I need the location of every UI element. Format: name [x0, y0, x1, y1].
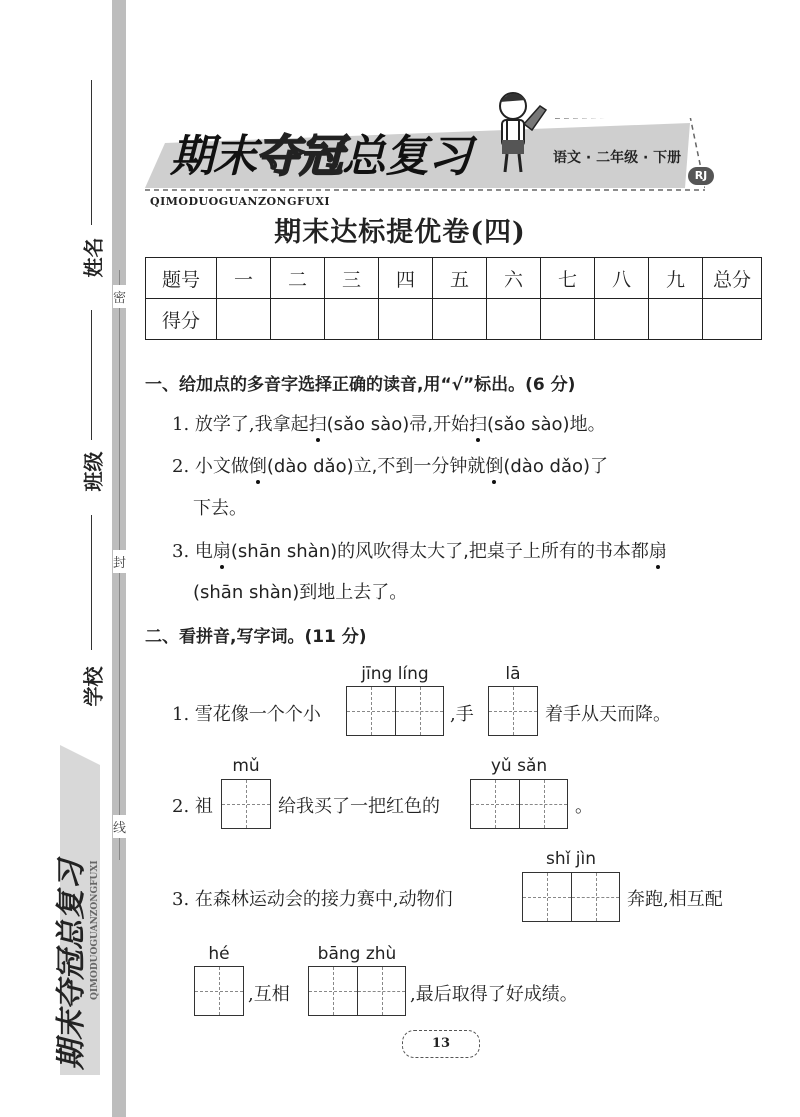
dotted-char: 倒 — [485, 456, 504, 477]
section1-heading: 一、给加点的多音字选择正确的读音,用“√”标出。(6 分) — [145, 375, 576, 395]
s2-q2-text-a: 2. 祖 — [172, 796, 213, 817]
score-row-label: 得分 — [146, 299, 217, 340]
page-number: 13 — [402, 1030, 480, 1058]
s2-q2-text-c: 。 — [575, 796, 593, 817]
seal-char-feng: 封 — [113, 550, 126, 573]
pinyin-prompt: mǔ — [232, 756, 260, 776]
subject-label: 语文 · 二年级 · 下册 — [553, 150, 682, 166]
section2-heading: 二、看拼音,写字词。(11 分) — [145, 627, 367, 647]
q-text[interactable]: (dào dǎo)了 — [503, 456, 609, 477]
s2-q3-text-a: 3. 在森林运动会的接力赛中,动物们 — [172, 889, 453, 910]
score-header-row — [146, 258, 762, 299]
paper-title: 期末达标提优卷(四) — [274, 217, 526, 248]
score-table — [145, 257, 762, 340]
s1-question-1 — [172, 410, 606, 436]
q-text: 2. 小文做 — [172, 456, 249, 477]
brand-hollow: 夺冠 — [256, 131, 342, 182]
q-text[interactable]: (dào dǎo)立,不到一分钟就 — [266, 456, 486, 477]
class-line — [91, 310, 92, 440]
school-line — [91, 515, 92, 650]
s2-q3-text-d: ,最后取得了好成绩。 — [410, 984, 578, 1005]
score-cell[interactable] — [325, 299, 379, 340]
score-header-cell: 一 — [217, 258, 271, 299]
q-text[interactable]: (sǎo sào)帚,开始 — [326, 414, 469, 435]
dotted-char: 扇 — [648, 541, 667, 562]
name-line — [91, 80, 92, 225]
pinyin-prompt: hé — [208, 944, 230, 964]
score-cell[interactable] — [271, 299, 325, 340]
pinyin-prompt: lā — [505, 664, 521, 684]
tianzige-box[interactable] — [488, 686, 538, 736]
tianzige-box[interactable] — [221, 779, 271, 829]
class-label: 班级 — [81, 451, 106, 492]
s2-q1-text-a: 1. 雪花像一个个小 — [172, 704, 321, 725]
tianzige-box[interactable] — [346, 686, 444, 736]
dotted-char: 扫 — [468, 414, 487, 435]
score-header-cell: 九 — [649, 258, 703, 299]
brand-title — [170, 120, 471, 184]
seal-char-xian: 线 — [113, 815, 126, 838]
tianzige-box[interactable] — [522, 872, 620, 922]
s2-q1-text-c: 着手从天而降。 — [545, 704, 671, 725]
name-label: 姓名 — [81, 237, 106, 278]
score-cell[interactable] — [541, 299, 595, 340]
s1-question-3-cont[interactable]: (shān shàn)到地上去了。 — [193, 582, 408, 603]
school-label: 学校 — [81, 666, 106, 707]
score-cell[interactable] — [595, 299, 649, 340]
score-header-cell: 五 — [433, 258, 487, 299]
brand-suffix: 总复习 — [342, 131, 471, 182]
edition-badge: RJ — [688, 167, 714, 185]
dotted-char: 倒 — [248, 456, 267, 477]
q-text: 1. 放学了,我拿起 — [172, 414, 309, 435]
score-header-cell: 三 — [325, 258, 379, 299]
s1-question-2-cont: 下去。 — [193, 498, 247, 519]
score-header-cell: 六 — [487, 258, 541, 299]
score-header-cell: 七 — [541, 258, 595, 299]
pinyin-prompt: yǔ sǎn — [490, 756, 548, 776]
s2-q3-text-b: 奔跑,相互配 — [627, 889, 723, 910]
score-value-row — [146, 299, 762, 340]
score-header-cell: 题号 — [146, 258, 217, 299]
pinyin-prompt: jīng líng — [361, 664, 429, 684]
q-text: 3. 电 — [172, 541, 213, 562]
s2-q1-text-b: ,手 — [450, 704, 474, 725]
score-header-cell: 总分 — [703, 258, 762, 299]
brand-prefix: 期末 — [170, 131, 256, 182]
score-cell[interactable] — [433, 299, 487, 340]
score-cell[interactable] — [217, 299, 271, 340]
score-header-cell: 二 — [271, 258, 325, 299]
dotted-char: 扫 — [308, 414, 327, 435]
pinyin-prompt: bāng zhù — [317, 944, 397, 964]
brand-pinyin: QIMODUOGUANZONGFUXI — [150, 195, 331, 208]
q-text[interactable]: (sǎo sào)地。 — [486, 414, 606, 435]
s1-question-3 — [172, 537, 667, 563]
score-cell[interactable] — [649, 299, 703, 340]
boy-mascot-icon — [488, 88, 550, 180]
score-cell[interactable] — [379, 299, 433, 340]
score-cell[interactable] — [487, 299, 541, 340]
s1-question-2 — [172, 452, 608, 478]
side-brand-text: 期末夺冠总复习 — [54, 860, 89, 1070]
score-header-cell: 八 — [595, 258, 649, 299]
side-brand-pinyin: QIMODUOGUANZONGFUXI — [90, 860, 100, 1000]
tianzige-box[interactable] — [470, 779, 568, 829]
s2-q2-text-b: 给我买了一把红色的 — [278, 796, 440, 817]
pinyin-prompt: shǐ jìn — [546, 849, 596, 869]
q-text[interactable]: (shān shàn)的风吹得太大了,把桌子上所有的书本都 — [230, 541, 649, 562]
dotted-char: 扇 — [212, 541, 231, 562]
tianzige-box[interactable] — [308, 966, 406, 1016]
s2-q3-text-c: ,互相 — [248, 984, 290, 1005]
score-cell[interactable] — [703, 299, 762, 340]
score-header-cell: 四 — [379, 258, 433, 299]
seal-char-mi: 密 — [113, 285, 126, 308]
tianzige-box[interactable] — [194, 966, 244, 1016]
